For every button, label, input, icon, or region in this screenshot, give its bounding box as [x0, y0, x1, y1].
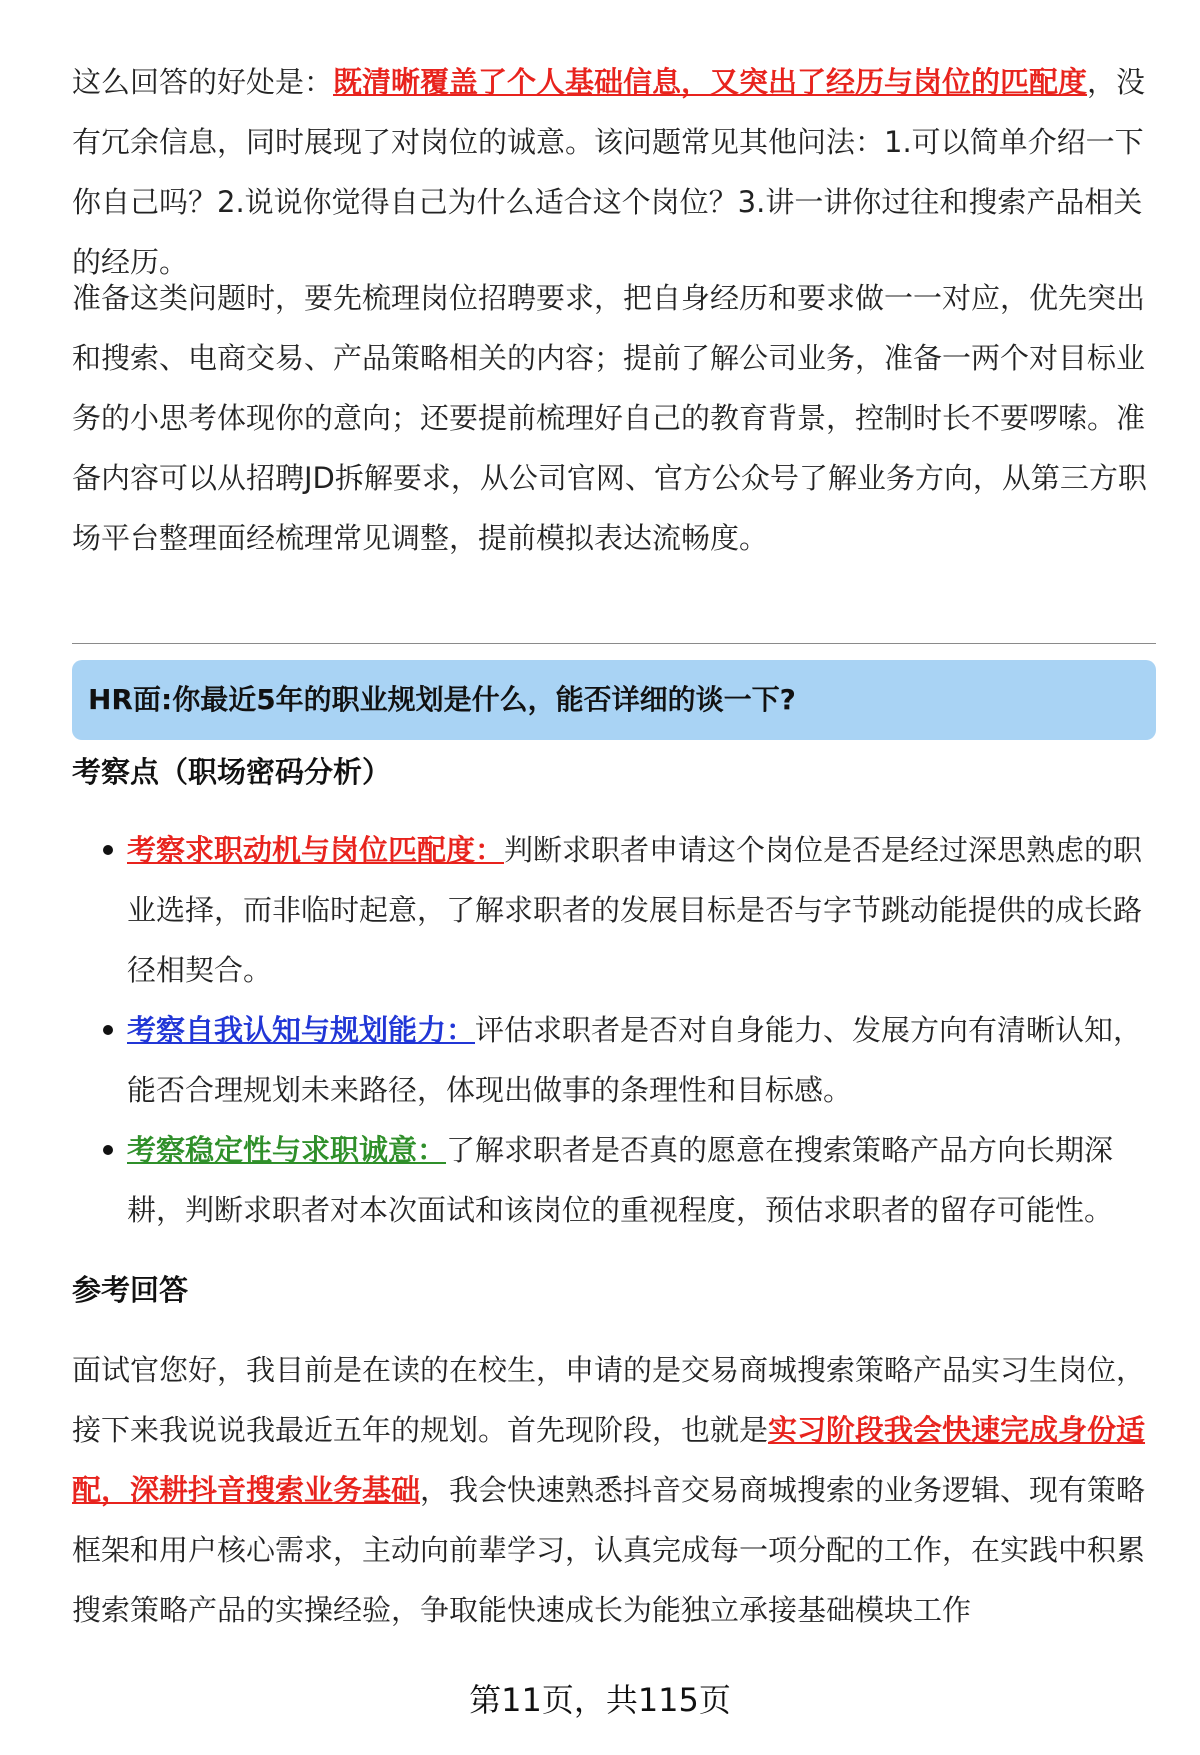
intro-lead: 这么回答的好处是： — [72, 65, 334, 99]
answer-lead: 面试官您好，我目前是在读的在校生，申请的是交易商城搜索策略产品实习生岗位，接下来我说说我最近五年的规划。首先现阶段，也就是 — [72, 1353, 1146, 1447]
bullet-label: 考察稳定性与求职诚意： — [127, 1133, 447, 1167]
intro-highlight: 既清晰覆盖了个人基础信息，又突出了经历与岗位的匹配度 — [333, 65, 1088, 99]
bullet-dot — [103, 1025, 113, 1035]
bullet-item-3 — [127, 1120, 1157, 1240]
bullet-label: 考察求职动机与岗位匹配度： — [127, 833, 505, 867]
bullet-text: 判断求职者申请这个岗位是否是经过深思熟虑的职业选择，而非临时起意，了解求职者的发展目标是否与字节跳动能提供的成长路径相契合。 — [127, 833, 1143, 987]
answer-heading: 参考回答 — [72, 1273, 189, 1307]
analysis-heading: 考察点（职场密码分析） — [72, 755, 392, 789]
bullet-dot — [103, 845, 113, 855]
question-box — [72, 660, 1156, 740]
answer-paragraph — [72, 1340, 1152, 1640]
bullet-text: 评估求职者是否对自身能力、发展方向有清晰认知，能否合理规划未来路径，体现出做事的条理性和目标感。 — [127, 1013, 1143, 1107]
bullet-label: 考察自我认知与规划能力： — [127, 1013, 476, 1047]
answer-highlight: 实习阶段我会快速完成身份适配，深耕抖音搜索业务基础 — [72, 1413, 1146, 1507]
question-title: HR面:你最近5年的职业规划是什么，能否详细的谈一下? — [88, 683, 796, 716]
bullet-item-1 — [127, 820, 1157, 1000]
answer-rest: ，我会快速熟悉抖音交易商城搜索的业务逻辑、现有策略框架和用户核心需求，主动向前辈学习，认真完成每一项分配的工作，在实践中积累搜索策略产品的实操经验，争取能快速成长为能独立承接基础模块工作 — [72, 1473, 1146, 1627]
intro-paragraph — [72, 52, 1152, 292]
bullet-text: 了解求职者是否真的愿意在搜索策略产品方向长期深耕，判断求职者对本次面试和该岗位的重视程度，预估求职者的留存可能性。 — [127, 1133, 1114, 1227]
bullet-dot — [103, 1145, 113, 1155]
intro-rest: ，没有冗余信息，同时展现了对岗位的诚意。该问题常见其他问法：1.可以简单介绍一下你自己吗？2.说说你觉得自己为什么适合这个岗位？3.讲一讲你过往和搜索产品相关的经历。 — [72, 65, 1146, 279]
section-divider — [72, 643, 1156, 644]
bullet-item-2 — [127, 1000, 1157, 1120]
prep-paragraph: 准备这类问题时，要先梳理岗位招聘要求，把自身经历和要求做一一对应，优先突出和搜索、电商交易、产品策略相关的内容；提前了解公司业务，准备一两个对目标业务的小思考体现你的意向；还要提前梳理好自己的教育背景，控制时长不要啰嗦。准备内容可以从招聘JD拆解要求，从公司官网、官方公众号了解业务方向，从第三方职场平台整理面经梳理常见调整，提前模拟表达流畅度。 — [72, 281, 1147, 555]
page-footer: 第11页，共115页 — [469, 1681, 731, 1719]
